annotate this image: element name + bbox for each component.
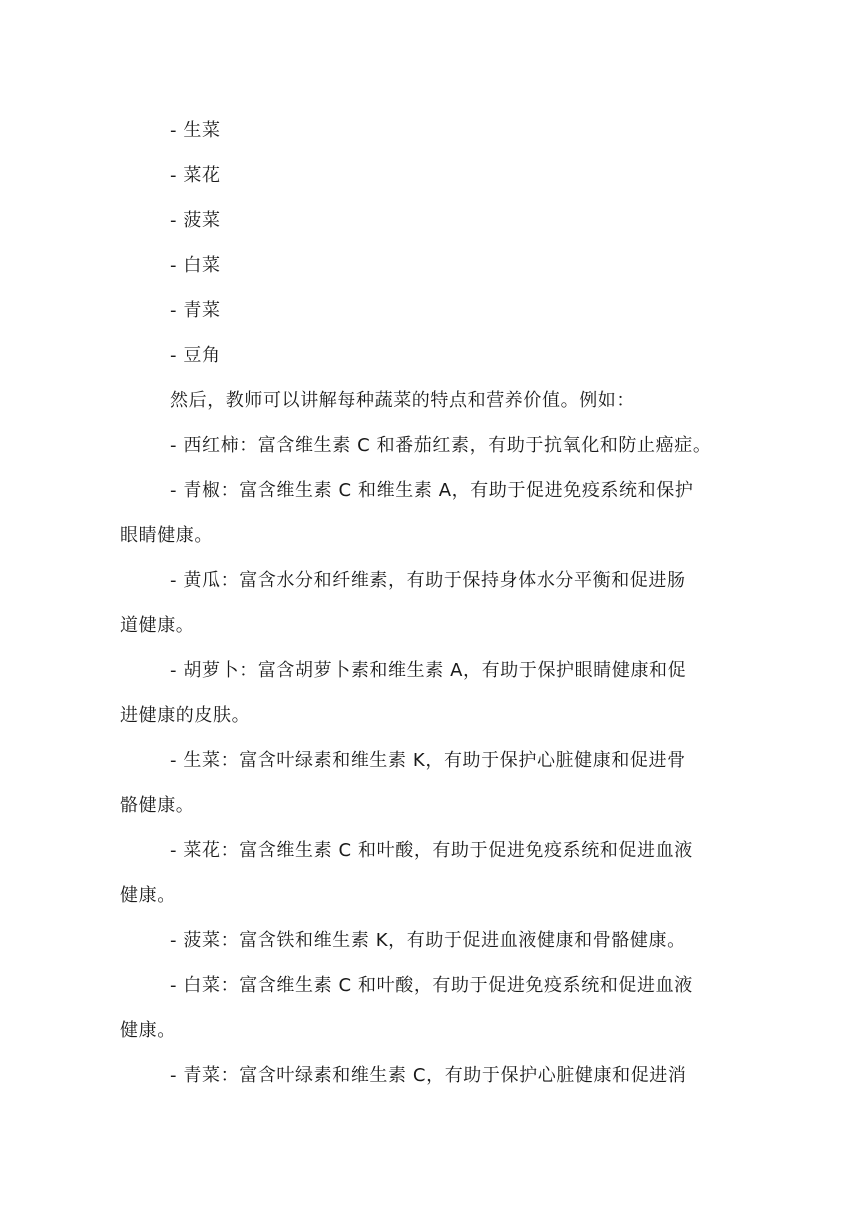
nutrition-item-cucumber: - 黄瓜：富含水分和纤维素，有助于保持身体水分平衡和促进肠 xyxy=(170,570,686,591)
list-item-greens: - 青菜 xyxy=(170,300,221,321)
nutrition-item-cauliflower-cont: 健康。 xyxy=(120,885,176,906)
document-body xyxy=(120,108,732,1098)
list-item-cabbage: - 白菜 xyxy=(170,255,221,276)
nutrition-item-cabbage: - 白菜：富含维生素 C 和叶酸，有助于促进免疫系统和促进血液 xyxy=(170,975,693,996)
nutrition-item-cauliflower: - 菜花：富含维生素 C 和叶酸，有助于促进免疫系统和促进血液 xyxy=(170,840,693,861)
nutrition-item-lettuce: - 生菜：富含叶绿素和维生素 K，有助于保护心脏健康和促进骨 xyxy=(170,750,686,771)
list-item-cauliflower: - 菜花 xyxy=(170,165,221,186)
nutrition-item-spinach: - 菠菜：富含铁和维生素 K，有助于促进血液健康和骨骼健康。 xyxy=(170,930,686,951)
list-item-lettuce: - 生菜 xyxy=(170,120,221,141)
nutrition-item-cucumber-cont: 道健康。 xyxy=(120,615,195,636)
list-item-beans: - 豆角 xyxy=(170,345,221,366)
nutrition-item-tomato: - 西红柿：富含维生素 C 和番茄红素，有助于抗氧化和防止癌症。 xyxy=(170,435,712,456)
intro-paragraph: 然后，教师可以讲解每种蔬菜的特点和营养价值。例如： xyxy=(170,390,635,411)
nutrition-item-carrot: - 胡萝卜：富含胡萝卜素和维生素 A，有助于保护眼睛健康和促 xyxy=(170,660,687,681)
nutrition-item-greens: - 青菜：富含叶绿素和维生素 C，有助于保护心脏健康和促进消 xyxy=(170,1065,687,1086)
list-item-spinach: - 菠菜 xyxy=(170,210,221,231)
nutrition-item-cabbage-cont: 健康。 xyxy=(120,1020,176,1041)
nutrition-item-carrot-cont: 进健康的皮肤。 xyxy=(120,705,251,726)
nutrition-item-pepper-cont: 眼睛健康。 xyxy=(120,525,213,546)
nutrition-item-lettuce-cont: 骼健康。 xyxy=(120,795,195,816)
nutrition-item-pepper: - 青椒：富含维生素 C 和维生素 A，有助于促进免疫系统和保护 xyxy=(170,480,694,501)
